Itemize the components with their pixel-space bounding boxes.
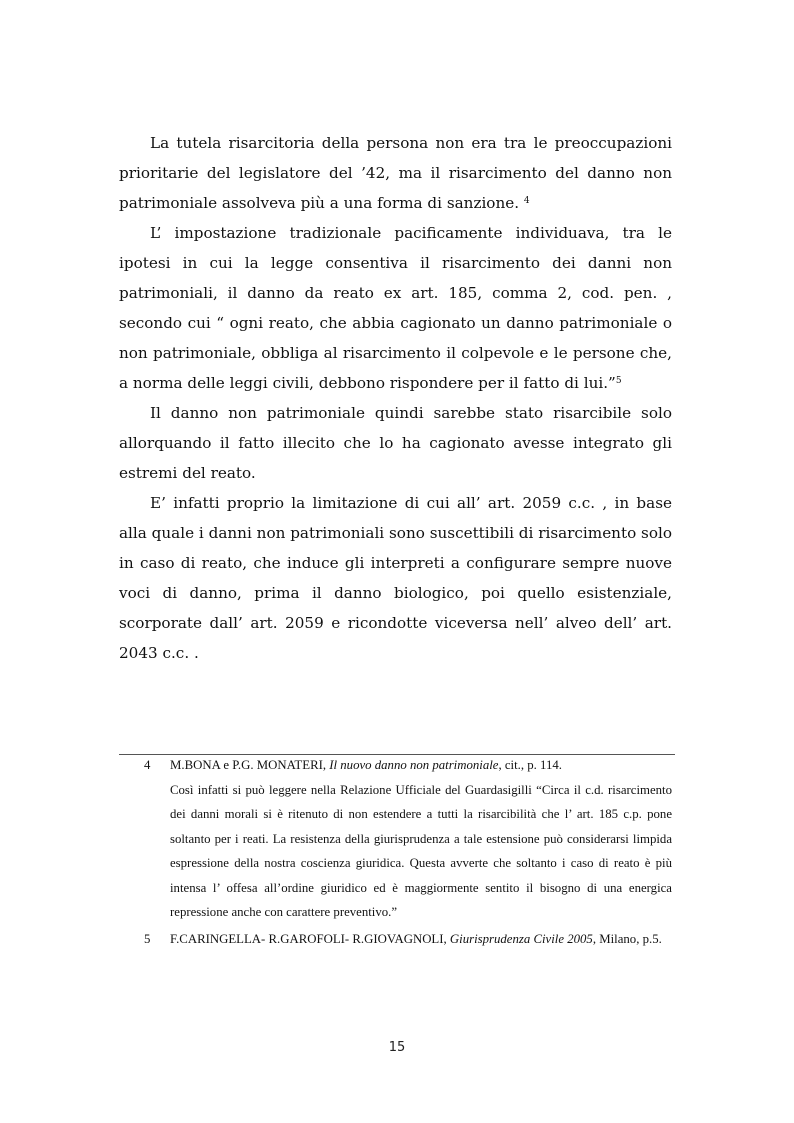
paragraph-3: Il danno non patrimoniale quindi sarebbe stato risarcibile solo allorquando il fatto illecito che lo ha cagionato avesse integrato gli estremi del reato. [119,404,672,482]
footnote-ref-5[interactable]: 5 [615,376,622,386]
footnote-citation: M.BONA e P.G. MONATERI, Il nuovo danno non patrimoniale, cit., p. 114. [170,758,562,772]
paragraph-4: E’ infatti proprio la limitazione di cui all’ art. 2059 c.c. , in base alla quale i danni non patrimoniali sono suscettibili di risarcimento solo in caso di reato, che induce gli interpreti a configurare sempre nuove voci di danno, prima il danno biologico, poi quello esistenziale, scorporate dall’ art. 2059 e ricondotte viceversa nell’ alveo dell’ art. 2043 c.c. . [119,494,672,662]
footnotes [144,753,672,951]
footnote-number: 4 [144,758,151,772]
paragraph-1: La tutela risarcitoria della persona non era tra le preoccupazioni prioritarie del legislatore del ’42, ma il risarcimento del danno non patrimoniale assolveva più a una forma di sanzione. $^4$ [119,134,672,212]
footnote-continuation: Così infatti si può leggere nella Relazione Ufficiale del Guardasigilli “Circa il c.d. risarcimento dei danni morali si è ritenuto di non estendere a tutti la risarcibilità che l’ art. 185 c.p. pone soltanto per i reati. La resistenza della giurisprudenza a tale estensione può considerarsi limpida espressione della nostra coscienza giuridica. Questa avverte che soltanto i caso di reato è più intensa l’ offesa all’ordine giuridico ed è maggiormente sentito il bisogno di una energica repressione anche con carattere preventivo.” [170,782,672,919]
body-text [119,128,672,668]
page-number: 15 [388,1040,406,1055]
footnote-title: Giurisprudenza Civile 2005 [449,931,593,946]
footnote-title: Il nuovo danno non patrimoniale [329,758,499,772]
footnote-number: 5 [144,931,151,946]
footnote-4 [144,753,672,925]
paragraph-2: L’ impostazione tradizionale pacificamente individuava, tra le ipotesi in cui la legge consentiva il risarcimento dei danni non patrimoniali, il danno da reato ex art. 185, comma 2, cod. pen. , secondo cui “ ogni reato, che abbia cagionato un danno patrimoniale o non patrimoniale, obbliga al risarcimento il colpevole e le persone che, a norma delle leggi civili, debbono rispondere per il fatto di lui.”$^5$ [119,224,672,392]
footnote-5 [144,927,672,952]
footnote-citation: F.CARINGELLA- R.GAROFOLI- R.GIOVAGNOLI, Giurisprudenza Civile 2005, Milano, p.5. [170,931,662,946]
footnote-ref-4[interactable]: 4 [523,196,530,206]
